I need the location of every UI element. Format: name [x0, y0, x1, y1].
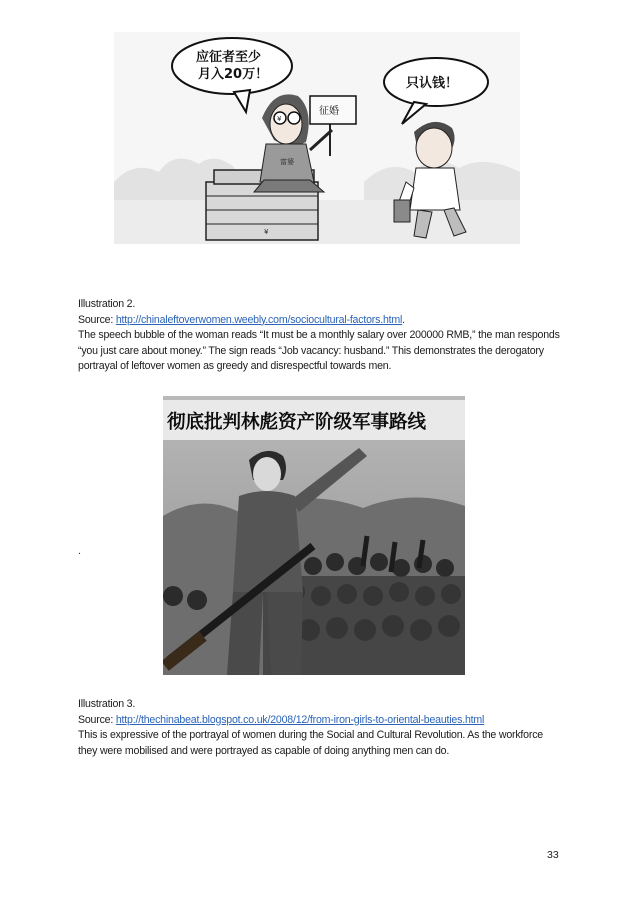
caption3-source-prefix: Source:	[78, 713, 116, 726]
stack-yuan-symbol: ¥	[264, 228, 269, 236]
caption3-source	[78, 713, 562, 729]
caption2-source-link[interactable]: http://chinaleftoverwomen.weebly.com/sociocultural-factors.html	[115, 313, 403, 326]
caption-illustration-2	[78, 297, 562, 375]
caption2-source	[78, 313, 562, 329]
caption3-body: This is expressive of the portrayal of women during the Social and Cultural Revolution. As the workforce they were mobilised and were portrayed as capable of doing anything men can do.	[78, 729, 543, 757]
man-bubble-text: 只认钱！	[406, 76, 459, 91]
page-number: 33	[547, 849, 559, 861]
woman-bubble-line1: 应征者至少	[196, 50, 262, 65]
caption-illustration-3	[78, 697, 562, 759]
caption2-body: The speech bubble of the woman reads “It must be a monthly salary over 200000 RMB,” the man responds “you just care about money.” The sign reads “Job vacancy: husband.” This demonstrates the derogatory portrayal of leftover women as greedy and disrespectful towards men.	[78, 329, 560, 372]
caption2-title: Illustration 2.	[78, 298, 136, 310]
cartoon-illustration	[114, 32, 520, 244]
money-label: 富婆	[280, 158, 294, 166]
woman-bubble-line2: 月入20万！	[198, 67, 269, 82]
sign-text: 征婚	[319, 106, 339, 117]
banner-slogan: 彻底批判林彪资产阶级军事路线	[167, 412, 427, 433]
glasses-symbol: ¥	[277, 115, 282, 123]
caption3-source-link[interactable]: http://thechinabeat.blogspot.co.uk/2008/12/from-iron-girls-to-oriental-beauties.html	[115, 713, 485, 726]
caption2-source-suffix: .	[402, 313, 405, 326]
caption2-source-prefix: Source:	[78, 313, 116, 326]
stray-period: .	[78, 545, 82, 557]
caption3-title: Illustration 3.	[78, 698, 136, 710]
propaganda-photo	[163, 396, 465, 675]
